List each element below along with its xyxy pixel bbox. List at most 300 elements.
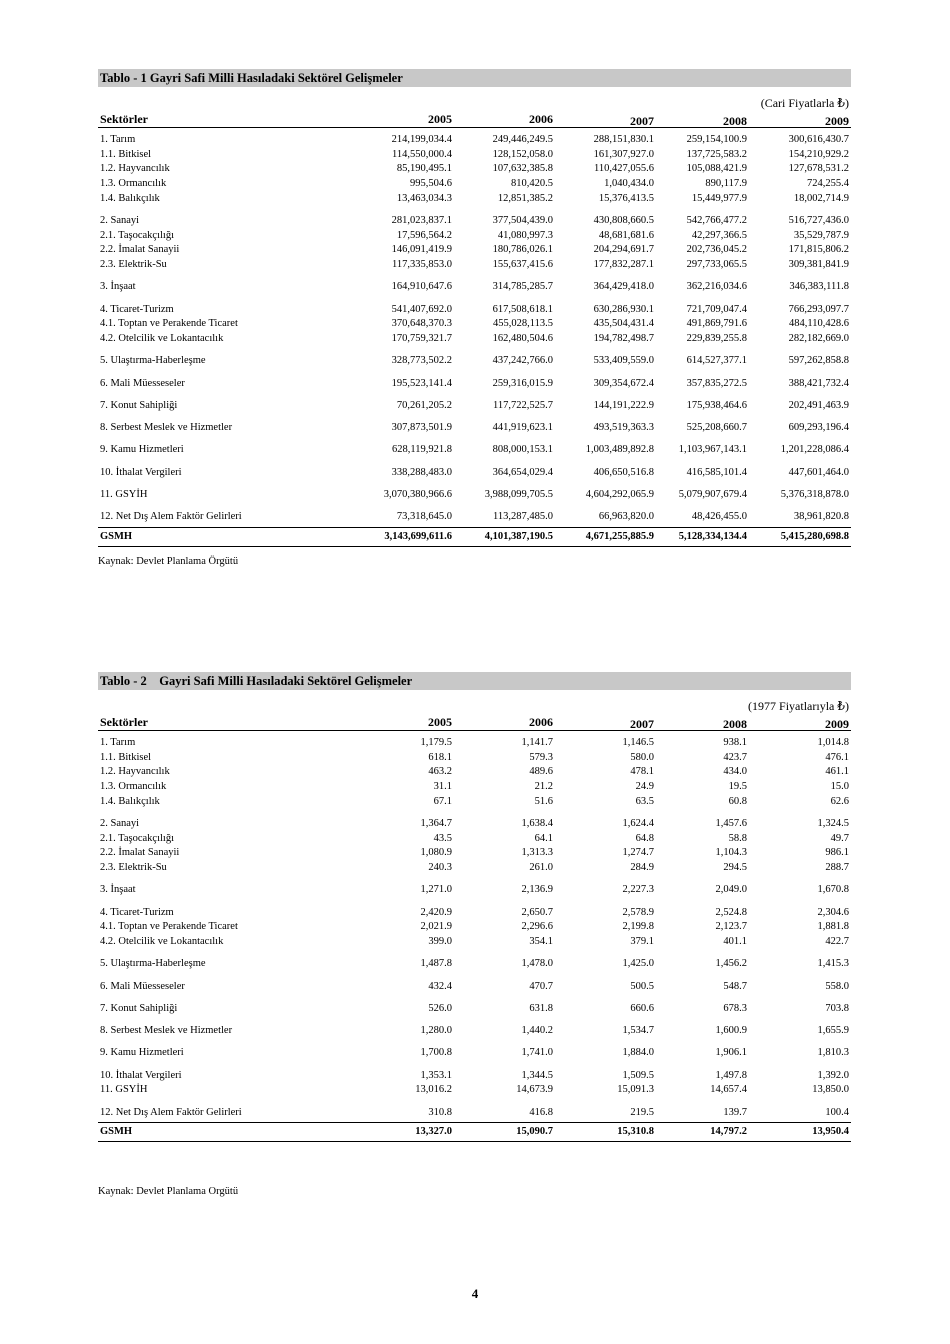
cell-2008: 614,527,377.1	[686, 355, 747, 367]
table-row	[98, 1069, 851, 1084]
cell-2009: 766,293,097.7	[788, 303, 849, 315]
table-1-unit: (Cari Fiyatlarla ₺)	[760, 96, 849, 110]
cell-2007: 435,504,431.4	[593, 318, 654, 330]
cell-2005: 281,023,837.1	[391, 215, 452, 227]
group-gap	[98, 206, 851, 214]
cell-2005: 170,759,321.7	[391, 333, 452, 345]
cell-2005: 399.0	[428, 936, 452, 948]
table-2-title: Tablo - 2 Gayri Safi Milli Hasıladaki Sektörel Gelişmeler	[98, 672, 851, 690]
cell-2009: 5,376,318,878.0	[780, 489, 849, 500]
cell-2006: 416.8	[529, 1106, 553, 1118]
cell-2009: 703.8	[825, 1002, 849, 1014]
group-gap	[98, 876, 851, 884]
table-row	[98, 736, 851, 751]
table-row	[98, 795, 851, 810]
cell-2005: 117,335,853.0	[392, 259, 452, 271]
group-gap	[98, 369, 851, 377]
cell-2006: 377,504,439.0	[492, 215, 553, 227]
cell-2009: 1,810.3	[817, 1047, 849, 1059]
cell-2007: 379.1	[630, 936, 654, 948]
row-label: 1.3. Ormancılık	[100, 178, 167, 190]
cell-2006: 155,637,415.6	[492, 259, 553, 271]
cell-2005: 2,420.9	[420, 906, 452, 918]
cell-2007: 204,294,691.7	[593, 244, 654, 256]
header-2007: 2007	[630, 114, 654, 128]
cell-2007: 478.1	[630, 766, 654, 778]
header-2005: 2005	[428, 112, 452, 126]
cell-2005: 310.8	[428, 1106, 452, 1118]
cell-2005: 432.4	[428, 980, 452, 992]
row-label: 4.1. Toptan ve Perakende Ticaret	[100, 921, 238, 933]
cell-2006: 455,028,113.5	[493, 318, 553, 330]
cell-2008: 19.5	[728, 781, 747, 793]
header-2006: 2006	[529, 112, 553, 126]
cell-2008: 14,657.4	[710, 1084, 747, 1096]
group-gap	[98, 391, 851, 399]
total-label: GSMH	[100, 530, 133, 542]
cell-2007: 533,409,559.0	[593, 355, 654, 367]
cell-2005: 1,080.9	[420, 847, 452, 859]
cell-2006: 364,654,029.4	[492, 466, 553, 478]
cell-2006: 261.0	[529, 862, 553, 874]
cell-2009: 62.6	[830, 795, 849, 807]
cell-2005: 17,596,564.2	[396, 229, 452, 241]
row-label: 1.2. Hayvancılık	[100, 163, 170, 175]
cell-2009: 100.4	[825, 1106, 849, 1118]
cell-2005: 1,700.8	[420, 1047, 452, 1059]
cell-2008: 1,104.3	[715, 847, 747, 859]
cell-2005: 541,407,692.0	[391, 303, 452, 315]
cell-2006: 162,480,504.6	[492, 333, 553, 345]
cell-2008: 1,497.8	[715, 1069, 747, 1081]
row-label: 8. Serbest Meslek ve Hizmetler	[100, 1025, 233, 1037]
cell-2005: 164,910,647.6	[391, 281, 452, 293]
table-row	[98, 1083, 851, 1098]
cell-2007: 1,534.7	[622, 1025, 654, 1037]
cell-2009: 1,415.3	[817, 958, 849, 970]
cell-2009: 1,881.8	[817, 921, 849, 933]
table-1-header	[98, 110, 851, 128]
cell-2007: 580.0	[630, 751, 654, 763]
total-2009: 13,950.4	[812, 1126, 849, 1138]
total-2008: 5,128,334,134.4	[678, 530, 747, 542]
cell-2009: 1,014.8	[817, 737, 849, 748]
cell-2009: 171,815,806.2	[788, 244, 849, 256]
cell-2006: 249,446,249.5	[492, 134, 553, 145]
cell-2005: 307,873,501.9	[391, 422, 452, 434]
cell-2005: 1,271.0	[420, 884, 452, 896]
cell-2005: 146,091,419.9	[391, 244, 452, 256]
cell-2007: 64.8	[635, 832, 654, 844]
cell-2008: 229,839,255.8	[686, 333, 747, 345]
cell-2005: 73,318,645.0	[396, 511, 452, 523]
cell-2008: 525,208,660.7	[686, 422, 747, 434]
cell-2008: 890,117.9	[705, 178, 747, 190]
cell-2006: 808,000,153.1	[492, 444, 553, 456]
header-2007: 2007	[630, 717, 654, 731]
cell-2007: 309,354,672.4	[593, 377, 654, 389]
cell-2008: 294.5	[723, 862, 747, 874]
row-label: 2.3. Elektrik-Su	[100, 259, 167, 271]
cell-2007: 4,604,292,065.9	[585, 489, 654, 500]
cell-2006: 2,296.6	[521, 921, 553, 933]
cell-2008: 357,835,272.5	[686, 377, 747, 389]
cell-2009: 127,678,531.2	[788, 163, 849, 175]
cell-2005: 995,504.6	[410, 178, 452, 190]
group-gap	[98, 994, 851, 1002]
cell-2009: 724,255.4	[807, 178, 849, 190]
cell-2008: 259,154,100.9	[686, 134, 747, 145]
cell-2008: 1,457.6	[715, 818, 747, 830]
row-label: 10. İthalat Vergileri	[100, 1069, 182, 1081]
row-label: 5. Ulaştırma-Haberleşme	[100, 958, 206, 970]
table-row	[98, 177, 851, 192]
cell-2009: 1,324.5	[817, 818, 849, 830]
row-label: 4. Ticaret-Turizm	[100, 303, 174, 315]
group-gap	[98, 458, 851, 466]
cell-2008: 42,297,366.5	[691, 229, 747, 241]
cell-2009: 202,491,463.9	[788, 399, 849, 411]
row-label: 9. Kamu Hizmetleri	[100, 1047, 184, 1059]
cell-2007: 364,429,418.0	[593, 281, 654, 293]
cell-2005: 70,261,205.2	[396, 399, 452, 411]
row-label: 1.4. Balıkçılık	[100, 795, 160, 807]
table-row	[98, 1106, 851, 1121]
table-1-total-row	[98, 527, 851, 547]
cell-2006: 489.6	[529, 766, 553, 778]
table-2-body	[98, 736, 851, 1120]
cell-2008: 362,216,034.6	[686, 281, 747, 293]
cell-2009: 447,601,464.0	[788, 466, 849, 478]
cell-2005: 370,648,370.3	[391, 318, 452, 330]
cell-2008: 423.7	[723, 751, 747, 763]
cell-2008: 721,709,047.4	[686, 303, 747, 315]
cell-2008: 2,123.7	[715, 921, 747, 933]
total-2008: 14,797.2	[710, 1126, 747, 1138]
cell-2007: 1,425.0	[622, 958, 654, 970]
header-2005: 2005	[428, 715, 452, 729]
cell-2009: 2,304.6	[817, 906, 849, 918]
cell-2006: 1,344.5	[521, 1069, 553, 1081]
cell-2007: 500.5	[630, 980, 654, 992]
row-label: 4. Ticaret-Turizm	[100, 906, 174, 918]
row-label: 11. GSYİH	[100, 1084, 148, 1096]
cell-2007: 194,782,498.7	[593, 333, 654, 345]
header-2008: 2008	[723, 114, 747, 128]
cell-2006: 617,508,618.1	[492, 303, 553, 315]
table-row	[98, 1002, 851, 1017]
row-label: 3. İnşaat	[100, 884, 136, 896]
cell-2009: 309,381,841.9	[788, 259, 849, 271]
cell-2009: 18,002,714.9	[793, 192, 849, 204]
cell-2006: 1,313.3	[521, 847, 553, 859]
row-label: 11. GSYİH	[100, 489, 148, 500]
cell-2007: 493,519,363.3	[593, 422, 654, 434]
group-gap	[98, 1061, 851, 1069]
cell-2005: 13,463,034.3	[396, 192, 452, 204]
table-row	[98, 488, 851, 503]
cell-2007: 1,146.5	[622, 737, 654, 748]
cell-2006: 810,420.5	[511, 178, 553, 190]
cell-2007: 110,427,055.6	[594, 163, 654, 175]
cell-2009: 422.7	[825, 936, 849, 948]
cell-2009: 288.7	[825, 862, 849, 874]
cell-2009: 154,210,929.2	[788, 148, 849, 160]
cell-2006: 1,638.4	[521, 818, 553, 830]
cell-2006: 259,316,015.9	[492, 377, 553, 389]
cell-2008: 202,736,045.2	[686, 244, 747, 256]
table-row	[98, 162, 851, 177]
group-gap	[98, 480, 851, 488]
group-gap	[98, 898, 851, 906]
cell-2008: 542,766,477.2	[686, 215, 747, 227]
table-row	[98, 980, 851, 995]
cell-2006: 631.8	[529, 1002, 553, 1014]
cell-2008: 5,079,907,679.4	[678, 489, 747, 500]
cell-2007: 288,151,830.1	[593, 134, 654, 145]
cell-2009: 300,616,430.7	[788, 134, 849, 145]
row-label: 6. Mali Müesseseler	[100, 377, 185, 389]
cell-2009: 986.1	[825, 847, 849, 859]
cell-2007: 1,624.4	[622, 818, 654, 830]
row-label: 1.1. Bitkisel	[100, 148, 152, 160]
table-row	[98, 317, 851, 332]
cell-2006: 2,650.7	[521, 906, 553, 918]
table-row	[98, 1046, 851, 1061]
cell-2008: 60.8	[728, 795, 747, 807]
cell-2009: 388,421,732.4	[788, 377, 849, 389]
total-2007: 4,671,255,885.9	[585, 530, 654, 542]
cell-2009: 15.0	[830, 781, 849, 793]
cell-2006: 51.6	[534, 795, 553, 807]
group-gap	[98, 950, 851, 958]
cell-2009: 597,262,858.8	[788, 355, 849, 367]
total-2007: 15,310.8	[617, 1126, 654, 1138]
cell-2007: 48,681,681.6	[598, 229, 654, 241]
cell-2008: 1,600.9	[715, 1025, 747, 1037]
cell-2006: 1,141.7	[521, 737, 553, 748]
cell-2007: 66,963,820.0	[598, 511, 654, 523]
row-label: 4.1. Toptan ve Perakende Ticaret	[100, 318, 238, 330]
cell-2009: 516,727,436.0	[788, 215, 849, 227]
table-row	[98, 920, 851, 935]
group-gap	[98, 809, 851, 817]
row-label: 3. İnşaat	[100, 281, 136, 293]
page-number: 4	[471, 1286, 479, 1301]
cell-2006: 437,242,766.0	[492, 355, 553, 367]
cell-2007: 219.5	[630, 1106, 654, 1118]
cell-2008: 434.0	[723, 766, 747, 778]
cell-2008: 416,585,101.4	[686, 466, 747, 478]
cell-2005: 2,021.9	[420, 921, 452, 933]
cell-2005: 1,280.0	[420, 1025, 452, 1037]
row-label: 2. Sanayi	[100, 215, 140, 227]
row-label: 12. Net Dış Alem Faktör Gelirleri	[100, 511, 242, 523]
total-2009: 5,415,280,698.8	[780, 530, 849, 542]
cell-2005: 85,190,495.1	[396, 163, 452, 175]
cell-2006: 64.1	[534, 832, 553, 844]
total-2005: 3,143,699,611.6	[384, 530, 452, 542]
table-row	[98, 935, 851, 950]
row-label: 4.2. Otelcilik ve Lokantacılık	[100, 333, 224, 345]
cell-2005: 240.3	[428, 862, 452, 874]
cell-2007: 284.9	[630, 862, 654, 874]
row-label: 1.4. Balıkçılık	[100, 192, 160, 204]
cell-2006: 113,287,485.0	[493, 511, 553, 523]
cell-2008: 175,938,464.6	[686, 399, 747, 411]
cell-2009: 476.1	[825, 751, 849, 763]
cell-2007: 24.9	[635, 781, 654, 793]
cell-2005: 628,119,921.8	[392, 444, 452, 456]
cell-2006: 128,152,058.0	[492, 148, 553, 160]
cell-2006: 354.1	[529, 936, 553, 948]
cell-2008: 139.7	[723, 1106, 747, 1118]
cell-2007: 15,376,413.5	[598, 192, 654, 204]
cell-2006: 107,632,385.8	[492, 163, 553, 175]
cell-2009: 35,529,787.9	[793, 229, 849, 241]
group-gap	[98, 347, 851, 355]
cell-2005: 195,523,141.4	[391, 377, 452, 389]
group-gap	[98, 972, 851, 980]
cell-2006: 14,673.9	[516, 1084, 553, 1096]
table-1-source: Kaynak: Devlet Planlama Örgütü	[98, 556, 239, 567]
cell-2008: 401.1	[723, 936, 747, 948]
row-label: 1.1. Bitkisel	[100, 751, 152, 763]
table-row	[98, 780, 851, 795]
table-row	[98, 148, 851, 163]
header-2006: 2006	[529, 715, 553, 729]
cell-2005: 526.0	[428, 1002, 452, 1014]
table-row	[98, 280, 851, 295]
table-row	[98, 332, 851, 347]
table-row	[98, 303, 851, 318]
cell-2005: 31.1	[433, 781, 452, 793]
cell-2008: 1,906.1	[715, 1047, 747, 1059]
row-label: 9. Kamu Hizmetleri	[100, 444, 184, 456]
cell-2008: 1,103,967,143.1	[678, 444, 747, 456]
row-label: 2. Sanayi	[100, 818, 140, 830]
cell-2007: 1,509.5	[622, 1069, 654, 1081]
table-row	[98, 443, 851, 458]
table-row	[98, 1024, 851, 1039]
table-row	[98, 214, 851, 229]
table-row	[98, 466, 851, 481]
total-2006: 15,090.7	[516, 1126, 553, 1138]
cell-2005: 13,016.2	[415, 1084, 452, 1096]
cell-2007: 630,286,930.1	[593, 303, 654, 315]
cell-2007: 1,274.7	[622, 847, 654, 859]
table-row	[98, 510, 851, 525]
cell-2005: 618.1	[428, 751, 452, 763]
table-row	[98, 832, 851, 847]
cell-2007: 1,040,434.0	[604, 178, 654, 190]
group-gap	[98, 295, 851, 303]
cell-2009: 346,383,111.8	[789, 281, 849, 293]
table-2-header	[98, 713, 851, 731]
table-row	[98, 354, 851, 369]
cell-2006: 41,080,997.3	[497, 229, 553, 241]
row-label: 7. Konut Sahipliği	[100, 399, 178, 411]
row-label: 1.2. Hayvancılık	[100, 766, 170, 778]
cell-2008: 297,733,065.5	[686, 259, 747, 271]
row-label: 12. Net Dış Alem Faktör Gelirleri	[100, 1106, 242, 1118]
group-gap	[98, 1017, 851, 1025]
cell-2006: 117,722,525.7	[493, 399, 553, 411]
cell-2006: 180,786,026.1	[492, 244, 553, 256]
cell-2006: 1,741.0	[521, 1047, 553, 1059]
cell-2005: 1,179.5	[420, 737, 452, 748]
cell-2009: 13,850.0	[812, 1084, 849, 1096]
table-row	[98, 883, 851, 898]
row-label: 8. Serbest Meslek ve Hizmetler	[100, 422, 233, 434]
group-gap	[98, 414, 851, 422]
row-label: 4.2. Otelcilik ve Lokantacılık	[100, 936, 224, 948]
table-2-total-row	[98, 1122, 851, 1142]
cell-2008: 15,449,977.9	[691, 192, 747, 204]
header-2009: 2009	[825, 717, 849, 731]
total-2005: 13,327.0	[415, 1126, 452, 1138]
row-label: 2.2. İmalat Sanayii	[100, 847, 180, 859]
cell-2006: 3,988,099,705.5	[484, 489, 553, 500]
cell-2007: 2,199.8	[622, 921, 654, 933]
cell-2008: 137,725,583.2	[686, 148, 747, 160]
group-gap	[98, 273, 851, 281]
cell-2007: 177,832,287.1	[593, 259, 654, 271]
cell-2009: 484,110,428.6	[789, 318, 849, 330]
cell-2006: 314,785,285.7	[492, 281, 553, 293]
row-label: 5. Ulaştırma-Haberleşme	[100, 355, 206, 367]
cell-2006: 1,440.2	[521, 1025, 553, 1037]
cell-2006: 1,478.0	[521, 958, 553, 970]
cell-2006: 12,851,385.2	[497, 192, 553, 204]
table-1-body	[98, 133, 851, 525]
table-row	[98, 133, 851, 148]
table-row	[98, 846, 851, 861]
cell-2009: 282,182,669.0	[788, 333, 849, 345]
row-label: 2.3. Elektrik-Su	[100, 862, 167, 874]
table-row	[98, 243, 851, 258]
table-row	[98, 229, 851, 244]
cell-2008: 2,524.8	[715, 906, 747, 918]
cell-2005: 67.1	[433, 795, 452, 807]
cell-2005: 338,288,483.0	[391, 466, 452, 478]
table-row	[98, 817, 851, 832]
cell-2008: 48,426,455.0	[691, 511, 747, 523]
row-label: 6. Mali Müesseseler	[100, 980, 185, 992]
table-row	[98, 258, 851, 273]
cell-2005: 114,550,000.4	[392, 148, 452, 160]
table-1	[98, 69, 851, 547]
group-gap	[98, 1039, 851, 1047]
cell-2007: 161,307,927.0	[593, 148, 654, 160]
cell-2008: 2,049.0	[715, 884, 747, 896]
cell-2007: 430,808,660.5	[593, 215, 654, 227]
table-1-title: Tablo - 1 Gayri Safi Milli Hasıladaki Sektörel Gelişmeler	[98, 69, 851, 87]
table-2	[98, 672, 851, 1142]
table-row	[98, 957, 851, 972]
cell-2006: 579.3	[529, 751, 553, 763]
cell-2009: 1,392.0	[817, 1069, 849, 1081]
table-row	[98, 399, 851, 414]
cell-2005: 1,487.8	[420, 958, 452, 970]
group-gap	[98, 503, 851, 511]
table-row	[98, 751, 851, 766]
cell-2007: 63.5	[635, 795, 654, 807]
cell-2006: 2,136.9	[521, 884, 553, 896]
cell-2007: 660.6	[630, 1002, 654, 1014]
cell-2006: 470.7	[529, 980, 553, 992]
cell-2008: 678.3	[723, 1002, 747, 1014]
